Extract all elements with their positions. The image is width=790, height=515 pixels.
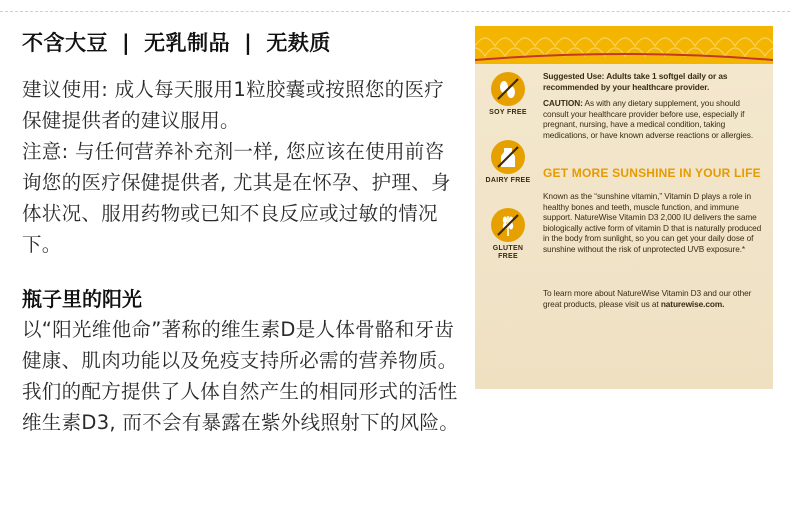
label-caution-text: As with any dietary supplement, you should consult your healthcare provider before use, especially if pregnant, nursing, have a medical condition, taking medications, or have known adverse reactions or allergies. bbox=[543, 98, 754, 140]
label-learn-more-text: To learn more about NatureWise Vitamin D3 and our other great products, please visit us at bbox=[543, 288, 752, 309]
free-from-dairy: 无乳制品 bbox=[144, 31, 231, 55]
separator: | bbox=[244, 31, 253, 55]
label-learn-more bbox=[543, 288, 767, 309]
label-suggested-use: Suggested Use: Adults take 1 softgel daily or as recommended by your healthcare provider. bbox=[543, 71, 728, 92]
separator: | bbox=[122, 31, 131, 55]
label-top-stripe bbox=[475, 26, 773, 64]
badge-label: GLUTEN FREE bbox=[492, 245, 524, 260]
free-from-gluten: 无麸质 bbox=[266, 31, 331, 55]
dairy-free-badge bbox=[483, 140, 533, 185]
label-caution bbox=[543, 98, 767, 140]
gluten-free-icon bbox=[491, 208, 525, 242]
soy-free-badge bbox=[483, 72, 533, 117]
badge-label: DAIRY FREE bbox=[485, 177, 531, 184]
decorative-arc-pattern bbox=[475, 26, 773, 64]
top-divider bbox=[0, 11, 790, 12]
label-body: Known as the “sunshine vitamin,” Vitamin D plays a role in healthy bones and teeth, muscle function, and immune support. NatureWise Vitamin D3 2,000 IU delivers the same biologically active form of vitamin D that is naturally produced in the body from sunlight, so you can get your daily dose of sunshine without the risk of unprotected UVB exposure.* bbox=[543, 191, 762, 254]
label-title: GET MORE SUNSHINE IN YOUR LIFE bbox=[543, 166, 761, 180]
gluten-free-badge bbox=[483, 208, 533, 261]
label-website: naturewise.com. bbox=[660, 298, 725, 309]
free-from-soy: 不含大豆 bbox=[22, 31, 108, 55]
label-panel bbox=[475, 64, 773, 389]
section-body: 以“阳光维他命”著称的维生素D是人体骨骼和牙齿健康、肌肉功能以及免疫支持所必需的营养物质。我们的配方提供了人体自然产生的相同形式的活性维生素D3, 而不会有暴露在紫外线照射下的风险。 bbox=[22, 318, 460, 434]
label-caution-heading: CAUTION: bbox=[543, 98, 583, 108]
suggested-use-text: 建议使用: 成人每天服用1粒胶囊或按照您的医疗保健提供者的建议服用。 bbox=[22, 78, 445, 132]
product-label-image bbox=[475, 26, 773, 389]
soy-free-icon bbox=[491, 72, 525, 106]
free-from-line bbox=[22, 26, 462, 60]
dairy-free-icon bbox=[491, 140, 525, 174]
badge-label: SOY FREE bbox=[489, 109, 527, 116]
product-description bbox=[22, 26, 462, 438]
caution-text: 注意: 与任何营养补充剂一样, 您应该在使用前咨询您的医疗保健提供者, 尤其是在怀孕、护理、身体状况、服用药物或已知不良反应或过敏的情况下。 bbox=[22, 140, 451, 256]
section-heading: 瓶子里的阳光 bbox=[22, 287, 142, 311]
